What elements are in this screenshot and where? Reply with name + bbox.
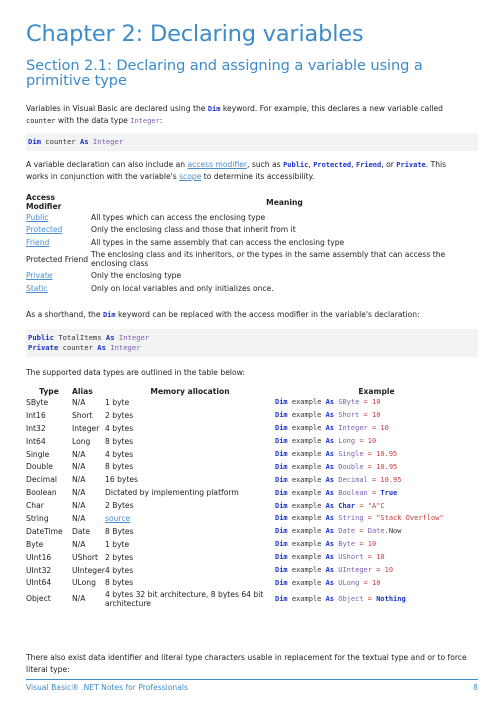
table-row bbox=[26, 589, 478, 608]
table-cell: 2 bytes bbox=[105, 410, 134, 420]
table-cell: Single bbox=[26, 449, 50, 459]
access-modifier-table bbox=[26, 193, 478, 295]
table-row bbox=[26, 564, 478, 577]
table-row bbox=[26, 538, 478, 551]
table-cell: UInt64 bbox=[26, 578, 52, 588]
table-row bbox=[26, 473, 478, 486]
table-cell: UInt32 bbox=[26, 565, 52, 575]
table-cell: Only the enclosing type bbox=[91, 271, 182, 281]
footer-book-title: Visual Basic® .NET Notes for Professionals bbox=[26, 683, 188, 692]
table-row bbox=[26, 396, 478, 409]
table-header: Alias bbox=[72, 387, 93, 396]
table-cell: Only the enclosing class and those that inherit from it bbox=[91, 225, 296, 235]
table-row bbox=[26, 512, 478, 525]
example-code: Dim example As Boolean = True bbox=[275, 488, 398, 497]
table-cell: Short bbox=[72, 410, 93, 420]
chapter-title: Chapter 2: Declaring variables bbox=[26, 21, 364, 47]
example-code: Dim example As Byte = 10 bbox=[275, 540, 377, 549]
table-cell: 4 bytes bbox=[105, 565, 134, 575]
table-cell: N/A bbox=[72, 462, 86, 472]
table-cell: 4 bytes bbox=[105, 423, 134, 433]
table-row bbox=[26, 249, 478, 270]
code-block-modifiers bbox=[26, 329, 478, 357]
table-header: Access Modifier bbox=[26, 193, 62, 211]
protected-link[interactable]: Protected bbox=[26, 225, 63, 235]
table-header: Meaning bbox=[266, 197, 303, 207]
table-cell: String bbox=[26, 513, 49, 523]
table-cell: UShort bbox=[72, 552, 98, 562]
example-code: Dim example As Long = 10 bbox=[275, 437, 377, 446]
footer-divider bbox=[26, 679, 478, 680]
table-cell: Byte bbox=[26, 539, 44, 549]
footer-page-number: 8 bbox=[473, 683, 478, 692]
table-row bbox=[26, 460, 478, 473]
table-row bbox=[26, 486, 478, 499]
table-cell: SByte bbox=[26, 397, 49, 407]
data-types-body bbox=[26, 396, 478, 608]
table-cell: Integer bbox=[72, 423, 100, 433]
table-row bbox=[26, 525, 478, 538]
table-cell: N/A bbox=[72, 594, 86, 604]
table-cell: UInteger bbox=[72, 565, 105, 575]
table-cell: 8 bytes bbox=[105, 462, 134, 472]
table-cell: All types in the same assembly that can access the enclosing type bbox=[91, 237, 345, 247]
table-cell: 1 byte bbox=[105, 397, 130, 407]
table-row bbox=[26, 576, 478, 589]
table-row bbox=[26, 236, 478, 249]
table-header: Example bbox=[358, 387, 395, 396]
table-cell: Only on local variables and only initializes once. bbox=[91, 283, 274, 293]
example-code: Dim example As Char = "A"C bbox=[275, 501, 385, 510]
access-modifier-paragraph: A variable declaration can also include an access modifier, such as Public, Protected, Friend, or Private. This works in conjunction with the variable's scope to determine its accessibility. bbox=[26, 160, 447, 181]
table-cell: N/A bbox=[72, 539, 86, 549]
intro-paragraph: Variables in Visual Basic are declared using the Dim keyword. For example, this declares a new variable called counter with the data type Integer: bbox=[26, 104, 443, 125]
table-header: Type bbox=[39, 387, 59, 396]
table-cell: Int32 bbox=[26, 423, 46, 433]
table-cell bbox=[105, 512, 275, 525]
access-modifier-link[interactable]: access modifier bbox=[187, 160, 248, 169]
table-cell: N/A bbox=[72, 449, 86, 459]
table-header-row bbox=[26, 387, 478, 396]
table-cell: N/A bbox=[72, 475, 86, 485]
table-cell: Int16 bbox=[26, 410, 46, 420]
table-cell: N/A bbox=[72, 397, 86, 407]
table-header-row bbox=[26, 193, 478, 211]
table-cell: 8 bytes bbox=[105, 436, 134, 446]
table-cell: Int64 bbox=[26, 436, 46, 446]
table-row bbox=[26, 435, 478, 448]
string-source-link[interactable]: source bbox=[105, 513, 131, 523]
example-code: Dim example As ULong = 10 bbox=[275, 578, 381, 587]
table-row bbox=[26, 270, 478, 283]
table-cell: ULong bbox=[72, 578, 96, 588]
example-code: Dim example As SByte = 10 bbox=[275, 398, 381, 407]
table-cell: 2 Bytes bbox=[105, 501, 134, 511]
example-code: Dim example As UInteger = 10 bbox=[275, 566, 394, 575]
static-link[interactable]: Static bbox=[26, 283, 48, 293]
table-cell: 8 bytes bbox=[105, 578, 134, 588]
table-cell: N/A bbox=[72, 501, 86, 511]
table-row bbox=[26, 224, 478, 237]
shorthand-paragraph: As a shorthand, the Dim keyword can be replaced with the access modifier in the variable's declaration: bbox=[26, 310, 420, 319]
code-line: Public TotalItems As Integer bbox=[28, 333, 150, 342]
table-cell: 16 bytes bbox=[105, 475, 138, 485]
table-cell: The enclosing class and its inheritors, or the types in the same assembly that can access the enclosing class bbox=[91, 250, 446, 268]
friend-link[interactable]: Friend bbox=[26, 237, 50, 247]
table-cell: Protected Friend bbox=[26, 254, 89, 264]
example-code: Dim example As Integer = 10 bbox=[275, 424, 389, 433]
example-code: Dim example As Single = 10.95 bbox=[275, 450, 398, 458]
table-cell: 4 bytes bbox=[105, 449, 134, 459]
table-cell: 8 Bytes bbox=[105, 526, 134, 536]
table-row bbox=[26, 448, 478, 461]
example-code: Dim example As Short = 10 bbox=[275, 411, 381, 420]
table-row bbox=[26, 282, 478, 295]
table-cell: N/A bbox=[72, 488, 86, 498]
code-line: Private counter As Integer bbox=[28, 343, 141, 352]
table-cell: Long bbox=[72, 436, 91, 446]
table-cell: 2 bytes bbox=[105, 552, 134, 562]
example-code: Dim example As Double = 10.95 bbox=[275, 462, 398, 471]
table-row bbox=[26, 551, 478, 564]
table-cell: Boolean bbox=[26, 488, 57, 498]
example-code: Dim example As Date = Date.Now bbox=[275, 527, 402, 536]
table-cell: Dictated by implementing platform bbox=[105, 488, 239, 498]
scope-link[interactable]: scope bbox=[179, 172, 202, 181]
table-cell: Date bbox=[72, 526, 91, 536]
table-cell: 4 bytes 32 bit architecture, 8 bytes 64 bit architecture bbox=[105, 589, 264, 608]
example-code: Dim example As String = "Stack Overflow" bbox=[275, 514, 444, 523]
table-cell: Char bbox=[26, 501, 44, 511]
table-row bbox=[26, 211, 478, 224]
table-row bbox=[26, 499, 478, 512]
table-cell: Decimal bbox=[26, 475, 57, 485]
example-code: Dim example As Object = Nothing bbox=[275, 594, 406, 603]
table-row bbox=[26, 422, 478, 435]
table-cell: N/A bbox=[72, 513, 86, 523]
example-code: Dim example As UShort = 10 bbox=[275, 553, 385, 562]
table-row bbox=[26, 409, 478, 422]
data-types-intro: The supported data types are outlined in the table below: bbox=[26, 368, 245, 377]
table-cell: All types which can access the enclosing type bbox=[91, 212, 266, 222]
table-cell: Double bbox=[26, 462, 53, 472]
table-cell: Object bbox=[26, 594, 51, 604]
table-header: Memory allocation bbox=[150, 387, 230, 396]
table-cell: DateTime bbox=[26, 526, 63, 536]
data-types-table bbox=[26, 387, 478, 608]
private-link[interactable]: Private bbox=[26, 271, 53, 281]
literal-types-paragraph: There also exist data identifier and literal type characters usable in replacement for the textual type and or to force literal type: bbox=[26, 653, 467, 674]
example-code: Dim example As Decimal = 10.95 bbox=[275, 475, 402, 484]
public-link[interactable]: Public bbox=[26, 212, 49, 222]
code-block-dim: Dim counter As Integer bbox=[26, 133, 478, 151]
table-cell: UInt16 bbox=[26, 552, 52, 562]
table-cell: 1 byte bbox=[105, 539, 130, 549]
section-title: Section 2.1: Declaring and assigning a variable using a primitive type bbox=[26, 57, 423, 89]
